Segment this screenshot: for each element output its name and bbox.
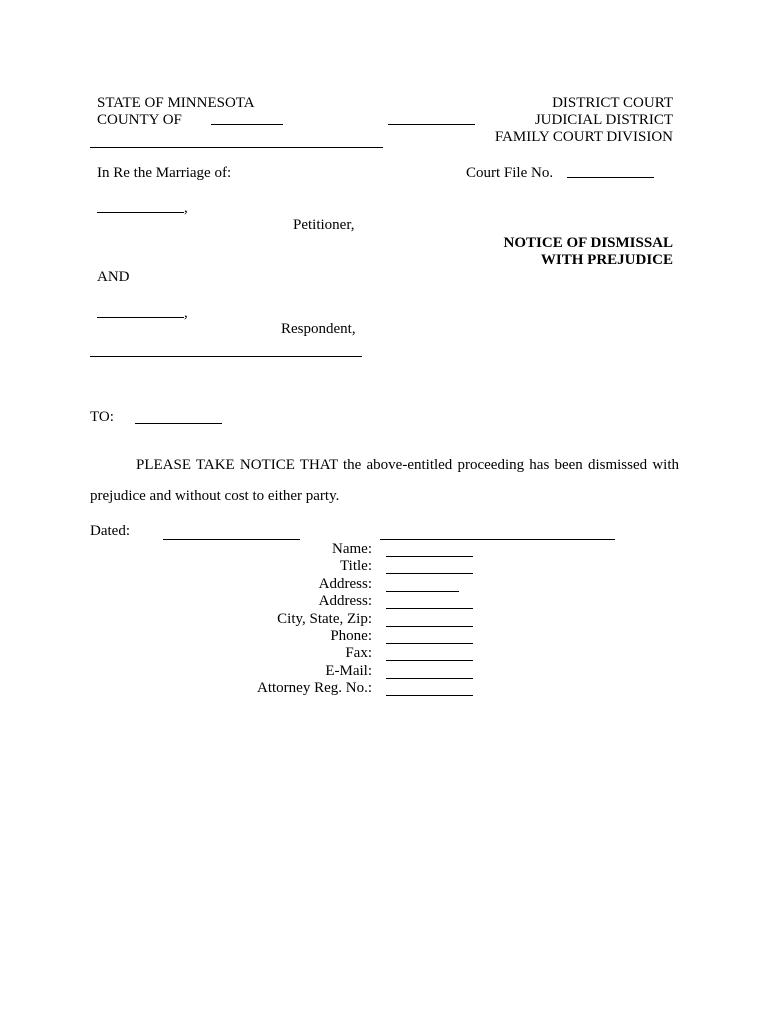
signature-field-row [200, 680, 490, 697]
respondent-comma: , [184, 305, 188, 321]
county-label: COUNTY OF [97, 112, 182, 128]
header-rule-left [90, 147, 383, 148]
petitioner-label: Petitioner, [293, 217, 355, 233]
signature-field-label: E-Mail: [325, 662, 372, 679]
signature-field-row [200, 663, 490, 680]
court-label: DISTRICT COURT [552, 95, 673, 111]
signature-field-label: Address: [318, 575, 372, 592]
signature-field-label: Name: [332, 541, 372, 557]
signature-field-row [200, 576, 490, 593]
signature-line[interactable] [380, 539, 615, 540]
document-title-line1: NOTICE OF DISMISSAL [503, 235, 673, 251]
signature-field-blank[interactable] [386, 591, 459, 592]
signature-field-blank[interactable] [386, 660, 473, 661]
signature-field-label: City, State, Zip: [277, 610, 372, 627]
signature-field-label: Address: [318, 593, 372, 610]
petitioner-name-blank[interactable] [97, 212, 184, 213]
petitioner-comma: , [184, 200, 188, 216]
signature-field-blank[interactable] [386, 556, 473, 557]
to-label: TO: [90, 409, 114, 425]
signature-field-label: Title: [340, 558, 372, 575]
district-label: JUDICIAL DISTRICT [534, 112, 673, 128]
signature-field-label: Fax: [345, 645, 372, 662]
signature-field-blank[interactable] [386, 608, 473, 609]
signature-field-row [200, 541, 490, 558]
district-blank[interactable] [388, 124, 475, 125]
signature-field-blank[interactable] [386, 573, 473, 574]
signature-field-blank[interactable] [386, 626, 473, 627]
signature-field-row [200, 558, 490, 575]
signature-field-row [200, 628, 490, 645]
state-label: STATE OF MINNESOTA [97, 95, 255, 111]
signature-field-row [200, 611, 490, 628]
division-label: FAMILY COURT DIVISION [494, 129, 673, 145]
notice-paragraph: PLEASE TAKE NOTICE THAT the above-entitled proceeding has been dismissed with prejudice and without cost to either party. [90, 457, 679, 504]
in-re-label: In Re the Marriage of: [97, 165, 232, 181]
dated-label: Dated: [90, 523, 130, 539]
signature-field-label: Phone: [330, 628, 372, 644]
court-file-label: Court File No. [466, 165, 554, 181]
signature-field-blank[interactable] [386, 678, 473, 679]
signature-field-row [200, 645, 490, 662]
and-label: AND [97, 269, 130, 285]
document-title-line2: WITH PREJUDICE [540, 252, 673, 268]
to-blank[interactable] [135, 423, 222, 424]
date-blank[interactable] [163, 539, 300, 540]
court-file-blank[interactable] [567, 177, 654, 178]
respondent-name-blank[interactable] [97, 317, 184, 318]
signature-field-blank[interactable] [386, 643, 473, 644]
signature-field-label: Attorney Reg. No.: [257, 680, 372, 697]
county-blank[interactable] [211, 124, 283, 125]
caption-rule [90, 356, 362, 357]
respondent-label: Respondent, [281, 321, 356, 337]
signature-field-row [200, 593, 490, 610]
signature-field-blank[interactable] [386, 695, 473, 696]
